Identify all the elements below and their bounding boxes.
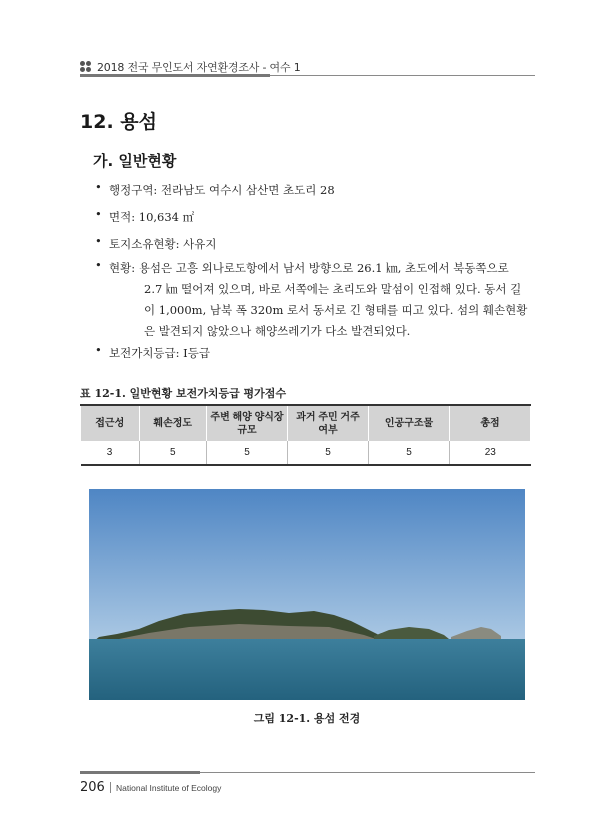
page-number: 206 (80, 780, 105, 795)
running-header (80, 57, 535, 77)
footer-organization: National Institute of Ecology (116, 783, 222, 793)
sea (89, 639, 525, 700)
section-title: 12. 용섬 (80, 111, 157, 133)
cell-accessibility: 3 (81, 441, 140, 465)
bullet-land-ownership: 토지소유현황: 사유지 (109, 237, 217, 251)
cell-artificial-structures: 5 (369, 441, 450, 465)
page-footer (80, 770, 535, 800)
figure-caption: 그림 12-1. 용섬 전경 (253, 712, 361, 725)
header-damage: 훼손정도 (139, 405, 207, 441)
header-past-residence: 과거 주민 거주 여부 (288, 405, 369, 441)
footer-rule-accent (80, 771, 200, 774)
status-line-2: 2.7 ㎞ 떨어져 있으며, 바로 서쪽에는 초리도와 말섬이 인접해 있다. 동서 길 (144, 282, 522, 296)
evaluation-table (80, 404, 531, 466)
header-dots-icon (80, 61, 92, 73)
header-total: 총점 (450, 405, 531, 441)
status-line-1: 현황: 용섬은 고흥 외나로도항에서 남서 방향으로 26.1 ㎞, 초도에서 북동쪽으로 (109, 261, 509, 275)
header-aquaculture: 주변 해양 양식장 규모 (207, 405, 288, 441)
bullet-marker: • (95, 258, 102, 272)
cell-damage: 5 (139, 441, 207, 465)
subsection-title: 가. 일반현황 (93, 152, 177, 170)
cell-aquaculture: 5 (207, 441, 288, 465)
table-caption: 표 12-1. 일반현황 보전가치등급 평가점수 (80, 387, 287, 400)
status-line-4: 은 발견되지 않았으나 해양쓰레기가 다소 발견되었다. (144, 324, 411, 338)
cell-total: 23 (450, 441, 531, 465)
bullet-admin-district: 행정구역: 전라남도 여수시 삼산면 초도리 28 (109, 183, 335, 197)
bullet-status (109, 258, 535, 342)
bullet-marker: • (95, 234, 102, 248)
island-photo (89, 489, 525, 700)
header-title: 2018 전국 무인도서 자연환경조사 - 여수 1 (97, 61, 301, 74)
header-artificial-structures: 인공구조물 (369, 405, 450, 441)
bullet-marker: • (95, 180, 102, 194)
bullet-marker: • (95, 207, 102, 221)
bullet-area: 면적: 10,634 ㎡ (109, 210, 195, 224)
bullet-marker: • (95, 343, 102, 357)
footer-separator (110, 782, 111, 793)
header-accessibility: 접근성 (81, 405, 140, 441)
bullet-conservation-grade: 보전가치등급: Ⅰ등급 (109, 346, 210, 360)
header-rule-accent (80, 74, 270, 77)
cell-past-residence: 5 (288, 441, 369, 465)
table-row (81, 441, 531, 465)
status-line-3: 이 1,000m, 남북 폭 320m 로서 동서로 긴 형태를 띠고 있다. 섬의 훼손현황 (144, 303, 528, 317)
table-header-row (81, 405, 531, 441)
